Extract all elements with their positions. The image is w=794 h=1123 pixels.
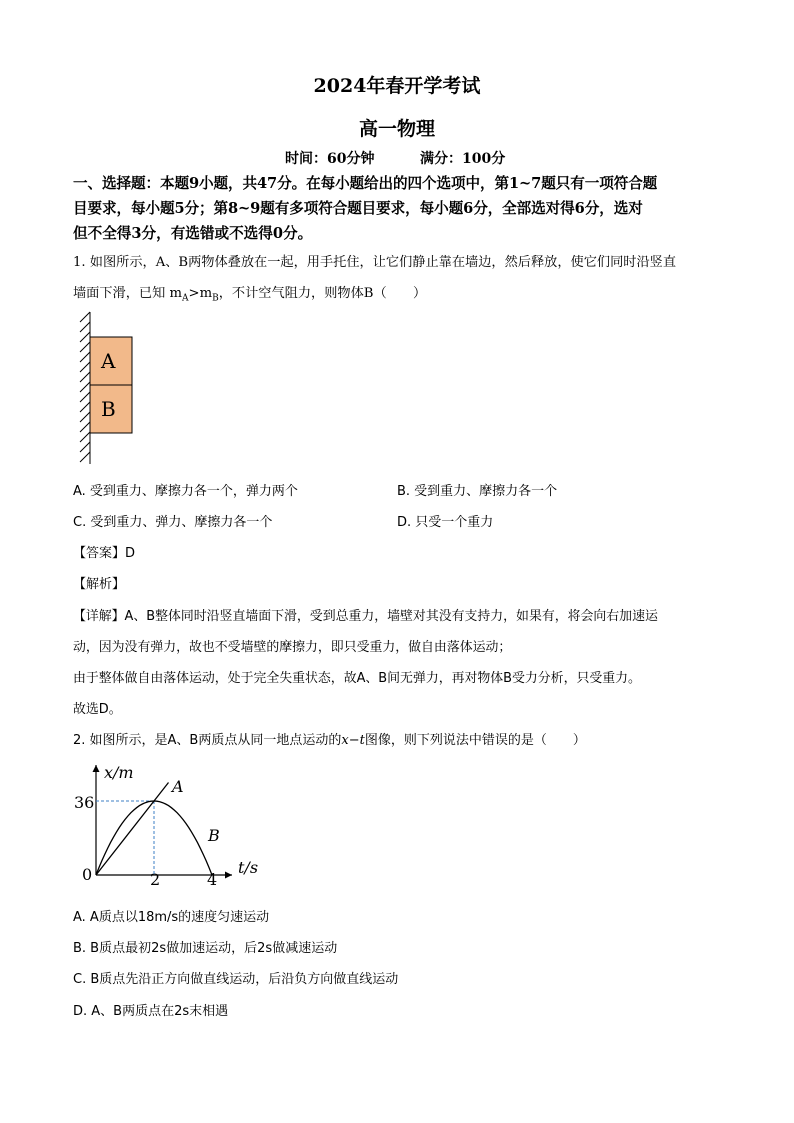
q1-stem-text-b: >m [188,286,213,301]
q1-option-c[interactable]: C. 受到重力、弹力、摩擦力各一个 [73,515,273,530]
q1-sub-a: A [182,293,189,304]
q2-stem-text-b: 图像，则下列说法中错误的是（ ） [364,733,586,748]
q2-stem-text-a: 2. 如图所示，是A、B两质点从同一地点运动的 [73,733,342,748]
q1-detail-line1: 【详解】A、B整体同时沿竖直墙面下滑，受到总重力，墙壁对其没有支持力，如果有，将会向右加速运 [73,609,658,624]
section1-line3: 但不全得3分，有选错或不选得0分。 [73,225,313,242]
score-label: 满分：100分 [420,151,506,167]
block-b-label: B [101,397,116,421]
q1-stem-text-c: ，不计空气阻力，则物体B（ ） [218,286,427,301]
q1-option-a[interactable]: A. 受到重力、摩擦力各一个，弹力两个 [73,484,298,499]
q1-analysis-label: 【解析】 [73,577,126,592]
hatched-wall [80,312,90,464]
q1-detail-line4: 故选D。 [73,702,122,717]
origin-label: 0 [82,865,93,884]
curve-b-label: B [208,826,220,845]
q2-option-d[interactable]: D. A、B两质点在2s末相遇 [73,1004,229,1019]
section1-line1: 一、选择题：本题9小题，共47分。在每小题给出的四个选项中，第1~7题只有一项符合题 [73,175,658,192]
y-axis-label: x/m [104,763,134,782]
line-a [96,783,169,876]
section1-line2: 目要求，每小题5分；第8~9题有多项符合题目要求，每小题6分，全部选对得6分，选对 [73,200,643,217]
q2-stem [73,729,586,748]
q1-detail-line2: 动，因为没有弹力，故也不受墙壁的摩擦力，即只受重力，做自由落体运动； [73,640,512,655]
q1-detail-line3: 由于整体做自由落体运动，处于完全失重状态，故A、B间无弹力，再对物体B受力分析，只受重力。 [73,671,641,686]
q2-option-b[interactable]: B. B质点最初2s做加速运动，后2s做减速运动 [73,941,338,956]
q1-sub-b: B [212,293,219,304]
subject-title: 高一物理 [358,118,435,140]
q1-wall-figure [70,308,140,468]
time-label: 时间：60分钟 [285,151,375,167]
q1-option-d[interactable]: D. 只受一个重力 [397,515,494,530]
x-tick-4: 4 [207,870,218,887]
q2-option-a[interactable]: A. A质点以18m/s的速度匀速运动 [73,910,270,925]
q1-stem-line1: 1. 如图所示，A、B两物体叠放在一起，用手托住，让它们静止靠在墙边，然后释放，使它们同时沿竖直 [73,255,677,270]
q2-option-c[interactable]: C. B质点先沿正方向做直线运动，后沿负方向做直线运动 [73,972,399,987]
q1-stem-text-a: 墙面下滑，已知 m [73,286,183,301]
q1-answer: 【答案】D [73,546,136,561]
x-axis-label: t/s [238,858,259,877]
block-a-label: A [101,349,116,373]
x-tick-2: 2 [150,870,161,887]
q2-stem-var: x−t [341,733,365,748]
q1-stem-line2 [73,282,426,304]
q2-xt-graph [70,757,270,887]
y-tick-36: 36 [74,793,95,812]
q1-option-b[interactable]: B. 受到重力、摩擦力各一个 [397,484,558,499]
line-a-label: A [172,777,184,796]
exam-title: 2024年春开学考试 [313,75,481,97]
